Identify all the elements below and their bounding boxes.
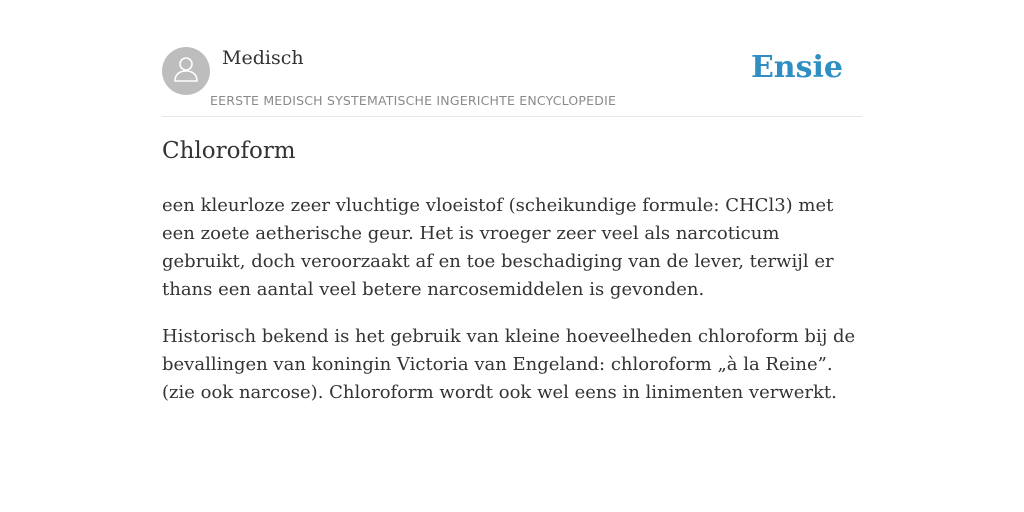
avatar[interactable] bbox=[162, 47, 210, 95]
source-description: EERSTE MEDISCH SYSTEMATISCHE INGERICHTE ENCYCLOPEDIE bbox=[210, 93, 617, 108]
source-name[interactable]: Medisch bbox=[222, 47, 304, 69]
page-title: Chloroform bbox=[162, 138, 296, 164]
article-paragraph: een kleurloze zeer vluchtige vloeistof (scheikundige formule: CHCl3) met een zoete aetherische geur. Het is vroeger zeer veel als narcoticum gebruikt, doch veroorzaakt af en toe beschadiging van de lever, terwijl er thans een aantal veel betere narcosemiddelen is gevonden. bbox=[162, 195, 834, 300]
source-header bbox=[162, 40, 862, 117]
user-icon bbox=[171, 54, 201, 89]
article-paragraph: Historisch bekend is het gebruik van kleine hoeveelheden chloroform bij de bevallingen van koningin Victoria van Engeland: chloroform „à la Reine”. (zie ook narcose). Chloroform wordt ook wel eens in linimenten verwerkt. bbox=[162, 326, 856, 403]
brand-logo[interactable]: Ensie bbox=[750, 50, 843, 85]
article-body bbox=[162, 192, 862, 426]
